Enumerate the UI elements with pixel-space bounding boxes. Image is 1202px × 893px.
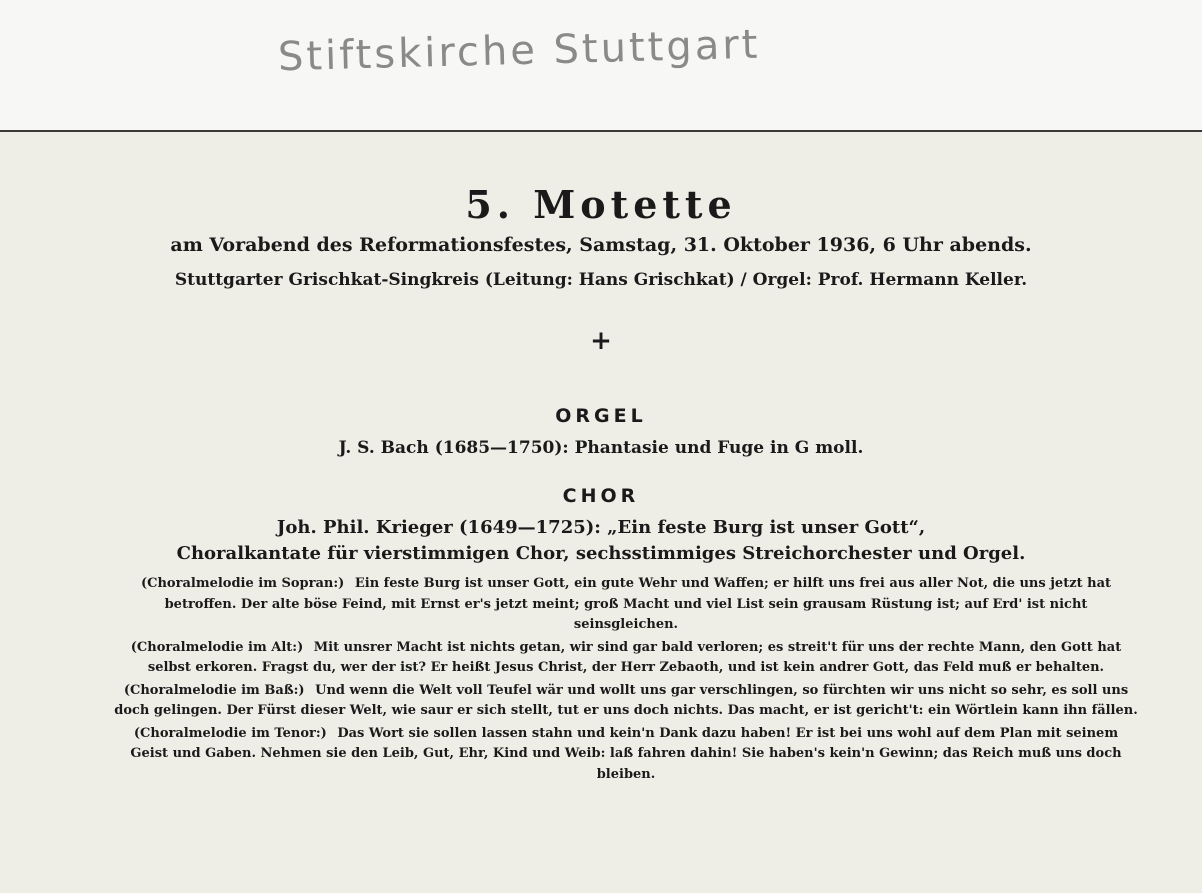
verse-text: Ein feste Burg ist unser Gott, ein gute Wehr und Waffen; er hilft uns frei aus aller Not, die uns jetzt hat betroffen. Der alte böse Feind, mit Ernst er's jetzt meint; groß Macht und viel List sein grausam Rüstung ist; auf Erd' ist nicht seinsgleichen. bbox=[164, 576, 1112, 632]
chor-heading: CHOR bbox=[562, 485, 640, 507]
verse-text: Das Wort sie sollen lassen stahn und kein'n Dank dazu haben! Er ist bei uns wohl auf dem Plan mit seinem Geist und Gaben. Nehmen sie den Leib, Gut, Ehr, Kind und Weib: laß fahren dahin! Sie haben's kein'n Gewinn; das Reich muß uns doch bleiben. bbox=[130, 725, 1122, 782]
chor-work-line2: Choralkantate für vierstimmigen Chor, sechsstimmiges Streichorchester und Orgel. bbox=[176, 543, 1026, 564]
verse-text: Mit unsrer Macht ist nichts getan, wir sind gar bald verloren; es streit't für uns der rechte Mann, den Gott hat selbst erkoren. Fragst du, wer der ist? Er heißt Jesus Christ, der Herr Zebaoth, und ist kein andrer Gott, das Feld muß er behalten. bbox=[147, 639, 1122, 675]
cross-ornament: + bbox=[590, 326, 612, 356]
program-performers: Stuttgarter Grischkat-Singkreis (Leitung: Hans Grischkat) / Orgel: Prof. Hermann Keller. bbox=[174, 270, 1028, 290]
verse-sopran bbox=[114, 574, 1138, 636]
orgel-heading: ORGEL bbox=[555, 405, 647, 427]
orgel-work: J. S. Bach (1685—1750): Phantasie und Fuge in G moll. bbox=[338, 438, 864, 458]
verse-bass bbox=[114, 681, 1138, 722]
verse-label: (Choralmelodie im Tenor:) bbox=[133, 725, 327, 741]
verse-label: (Choralmelodie im Baß:) bbox=[123, 682, 305, 698]
verse-label: (Choralmelodie im Sopran:) bbox=[140, 576, 345, 591]
program-subtitle: am Vorabend des Reformationsfestes, Samstag, 31. Oktober 1936, 6 Uhr abends. bbox=[170, 234, 1032, 256]
verse-alt bbox=[114, 638, 1138, 679]
program-title: 5. Motette bbox=[465, 182, 737, 227]
handwritten-note: Stiftskirche Stuttgart bbox=[277, 21, 761, 81]
verse-tenor bbox=[114, 724, 1138, 786]
verse-label: (Choralmelodie im Alt:) bbox=[130, 639, 304, 655]
verse-text: Und wenn die Welt voll Teufel wär und wollt uns gar verschlingen, so fürchten wir uns nicht so sehr, es soll uns doch gelingen. Der Fürst dieser Welt, wie saur er sich stellt, tut er uns doch nichts. Das macht, er ist gericht't: ein Wörtlein kann ihn fällen. bbox=[114, 682, 1138, 718]
chorale-verses bbox=[114, 574, 1138, 787]
chor-work-line1: Joh. Phil. Krieger (1649—1725): „Ein feste Burg ist unser Gott“, bbox=[276, 517, 926, 538]
